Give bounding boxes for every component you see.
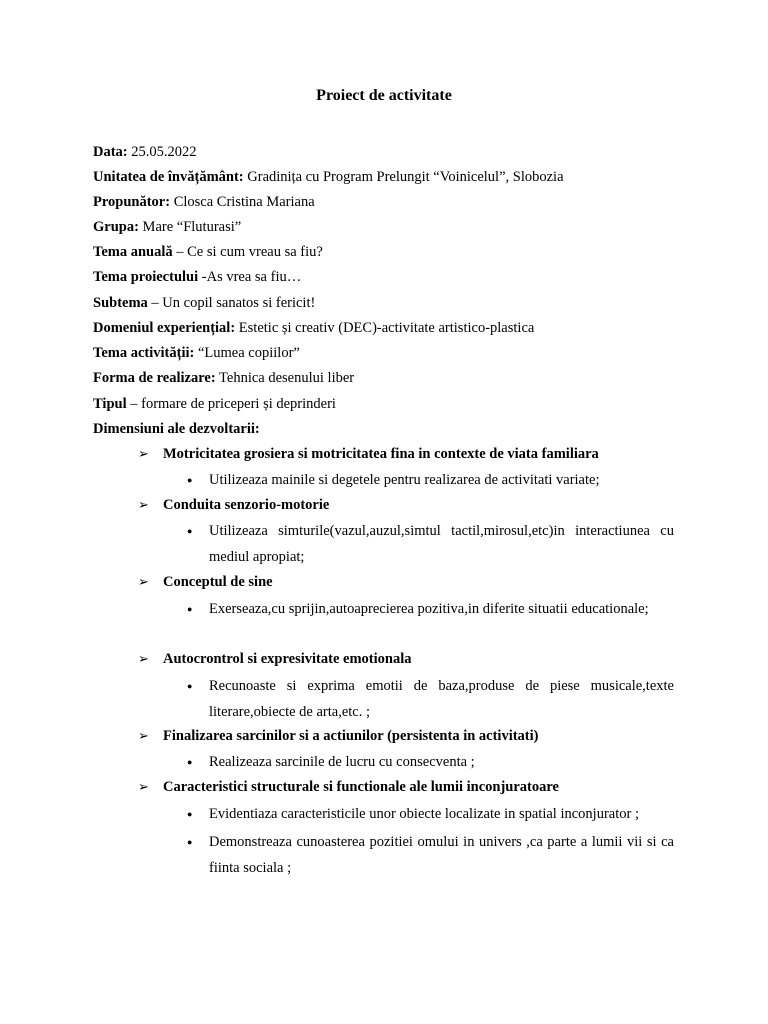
bullet-icon: ● [187, 526, 193, 536]
bullet-icon: ● [187, 809, 193, 819]
field-tipul [93, 395, 336, 413]
field-grupa [93, 218, 241, 236]
field-label: Tema anuală [93, 244, 173, 260]
field-value: – Ce si cum vreau sa fiu? [172, 244, 323, 260]
field-label: Propunător: [93, 194, 171, 210]
arrow-bullet-icon: ➢ [138, 651, 149, 666]
field-value: Mare “Fluturasi” [138, 219, 242, 235]
section-heading: Autocrontrol si expresivitate emotionala [163, 651, 412, 667]
section-item: Evidentiaza caracteristicile unor obiecte localizate in spatial inconjurator ; [209, 806, 639, 822]
document-title: Proiect de activitate [316, 87, 452, 104]
arrow-bullet-icon: ➢ [138, 779, 149, 794]
field-value: Estetic și creativ (DEC)-activitate artistico-plastica [235, 320, 535, 336]
field-subtema [93, 294, 315, 312]
field-tema-activitatii [93, 344, 300, 362]
field-value: Tehnica desenului liber [215, 370, 355, 386]
field-value: “Lumea copiilor” [194, 345, 300, 361]
section-item: Demonstreaza cunoasterea pozitiei omului in univers ,ca parte a lumii vii si ca fiinta sociala ; [209, 834, 674, 876]
field-tema-anuala [93, 243, 323, 261]
field-label: Data: [93, 144, 128, 160]
field-unitatea [93, 168, 564, 186]
field-forma-realizare [93, 369, 354, 387]
field-label: Domeniul experiențial: [93, 320, 236, 336]
field-value: 25.05.2022 [127, 144, 197, 160]
field-value: – Un copil sanatos si fericit! [147, 295, 316, 311]
field-value: – formare de priceperi și deprinderi [126, 396, 336, 412]
bullet-icon: ● [187, 681, 193, 691]
bullet-icon: ● [187, 837, 193, 847]
field-label: Subtema [93, 295, 148, 311]
bullet-icon: ● [187, 604, 193, 614]
section-item: Exerseaza,cu sprijin,autoaprecierea pozitiva,in diferite situatii educationale; [209, 601, 649, 617]
field-domeniul [93, 319, 534, 337]
arrow-bullet-icon: ➢ [138, 497, 149, 512]
field-label: Dimensiuni ale dezvoltarii: [93, 421, 260, 437]
section-item: Recunoaste si exprima emotii de baza,produse de piese musicale,texte literare,obiecte de arta,etc. ; [209, 678, 674, 720]
section-item: Utilizeaza simturile(vazul,auzul,simtul tactil,mirosul,etc)in interactiunea cu mediul apropiat; [209, 523, 674, 565]
field-tema-proiectului [93, 268, 301, 286]
field-data [93, 143, 197, 161]
field-label: Tema activității: [93, 345, 195, 361]
field-label: Grupa: [93, 219, 139, 235]
field-propunator [93, 193, 315, 211]
field-label: Unitatea de învățământ: [93, 169, 244, 185]
field-label: Tema proiectului [93, 269, 199, 285]
field-dimensiuni [93, 420, 260, 438]
arrow-bullet-icon: ➢ [138, 446, 149, 461]
section-heading: Finalizarea sarcinilor si a actiunilor (persistenta in activitati) [163, 728, 539, 744]
bullet-icon: ● [187, 757, 193, 767]
field-value: Gradinița cu Program Prelungit “Voinicelul”, Slobozia [243, 169, 564, 185]
section-heading: Conceptul de sine [163, 574, 273, 590]
field-label: Forma de realizare: [93, 370, 216, 386]
arrow-bullet-icon: ➢ [138, 728, 149, 743]
section-heading: Motricitatea grosiera si motricitatea fina in contexte de viata familiara [163, 446, 599, 462]
field-value: Closca Cristina Mariana [170, 194, 315, 210]
field-label: Tipul [93, 396, 127, 412]
arrow-bullet-icon: ➢ [138, 574, 149, 589]
section-heading: Conduita senzorio-motorie [163, 497, 330, 513]
section-heading: Caracteristici structurale si functionale ale lumii inconjuratoare [163, 779, 559, 795]
section-item: Realizeaza sarcinile de lucru cu consecventa ; [209, 754, 475, 770]
field-value: -As vrea sa fiu… [198, 269, 302, 285]
bullet-icon: ● [187, 475, 193, 485]
section-item: Utilizeaza mainile si degetele pentru realizarea de activitati variate; [209, 472, 600, 488]
